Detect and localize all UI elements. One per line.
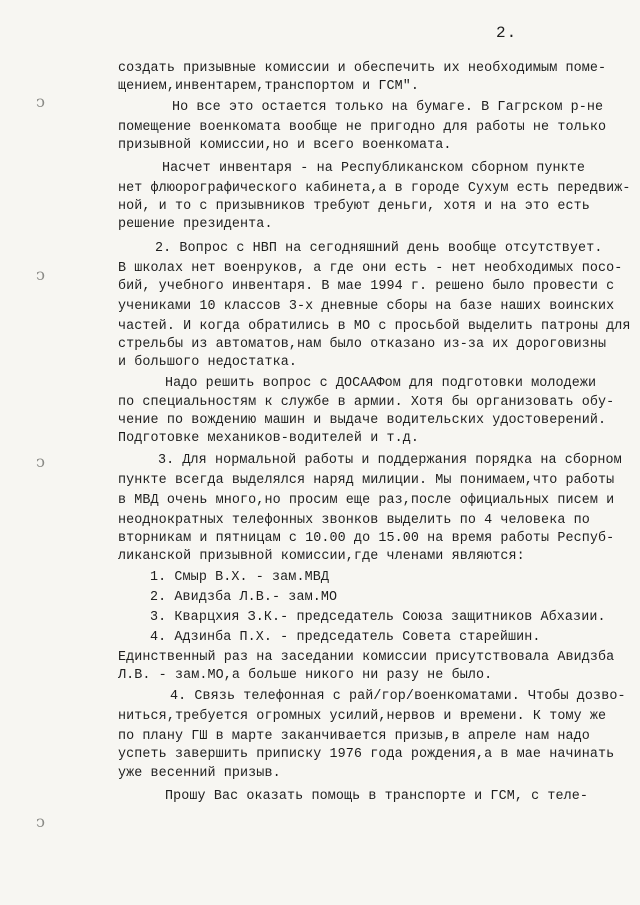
text-line: Единственный раз на заседании комиссии присутствовала Авидзба (118, 650, 615, 665)
text-line: вторникам и пятницам с 10.00 до 15.00 на время работы Респуб- (118, 531, 615, 546)
text-line: и большого недостатка. (118, 355, 297, 370)
text-line: решение президента. (118, 217, 273, 232)
text-line: чение по вождению машин и выдаче водительских удостоверений. (118, 413, 607, 428)
text-line: бий, учебного инвентаря. В мае 1994 г. решено было провести с (118, 279, 615, 294)
text-line: 4. Связь телефонная с рай/гор/военкоматами. Чтобы дозво- (170, 689, 626, 704)
text-line: 2. Авидзба Л.В.- зам.МО (150, 590, 338, 605)
text-line: Подготовке механиков-водителей и т.д. (118, 431, 420, 446)
text-line: Прошу Вас оказать помощь в транспорте и ГСМ, с теле- (165, 789, 589, 804)
text-line: успеть завершить приписку 1976 года рождения,а в мае начинать (118, 747, 615, 762)
text-line: Но все это остается только на бумаге. В Гагрском р-не (172, 100, 604, 115)
text-line: ниться,требуется огромных усилий,нервов и времени. К тому же (118, 709, 607, 724)
text-line: по специальностям к службе в армии. Хотя бы организовать обу- (118, 395, 615, 410)
text-line: пункте всегда выделялся наряд милиции. Мы понимаем,что работы (118, 473, 615, 488)
text-line: стрельбы из автоматов,нам было отказано из-за их дороговизны (118, 337, 607, 352)
text-line: Насчет инвентаря - на Республиканском сборном пункте (162, 161, 586, 176)
text-line: по плану ГШ в марте заканчивается призыв,в апреле нам надо (118, 729, 590, 744)
text-line: В школах нет военруков, а где они есть - нет необходимых посо- (118, 261, 623, 276)
text-line: частей. И когда обратились в МО с просьбой выделить патроны для (118, 319, 631, 334)
text-line: ной, и то с призывников требуют деньги, хотя и на это есть (118, 199, 590, 214)
text-line: в МВД очень много,но просим еще раз,после официальных писем и (118, 493, 615, 508)
punch-hole-mark: ↄ (36, 265, 45, 284)
page-number: 2. (496, 24, 518, 42)
text-line: ликанской призывной комиссии,где членами являются: (118, 549, 525, 564)
text-line: Надо решить вопрос с ДОСААФом для подготовки молодежи (165, 376, 597, 391)
text-line: нет флюорографического кабинета,а в городе Сухум есть передвиж- (118, 181, 631, 196)
text-line: 2. Вопрос с НВП на сегодняшний день вообще отсутствует. (155, 241, 603, 256)
text-line: учениками 10 классов 3-х дневные сборы на базе наших воинских (118, 299, 615, 314)
punch-hole-mark: ↄ (36, 92, 45, 111)
text-line: 1. Смыр В.Х. - зам.МВД (150, 570, 329, 585)
text-line: 3. Кварцхия З.К.- председатель Союза защитников Абхазии. (150, 610, 606, 625)
punch-hole-mark: ↄ (36, 452, 45, 471)
text-line: призывной комиссии,но и всего военкомата. (118, 138, 452, 153)
text-line: щением,инвентарем,транспортом и ГСМ". (118, 79, 420, 94)
text-line: 3. Для нормальной работы и поддержания порядка на сборном (158, 453, 622, 468)
punch-hole-mark: ↄ (36, 812, 45, 831)
text-line: Л.В. - зам.МО,а больше никого ни разу не было. (118, 668, 493, 683)
text-line: уже весенний призыв. (118, 766, 281, 781)
text-line: помещение военкомата вообще не пригодно для работы не только (118, 120, 607, 135)
text-line: неоднократных телефонных звонков выделить по 4 человека по (118, 513, 590, 528)
text-line: создать призывные комиссии и обеспечить их необходимым поме- (118, 61, 607, 76)
text-line: 4. Адзинба П.Х. - председатель Совета старейшин. (150, 630, 541, 645)
